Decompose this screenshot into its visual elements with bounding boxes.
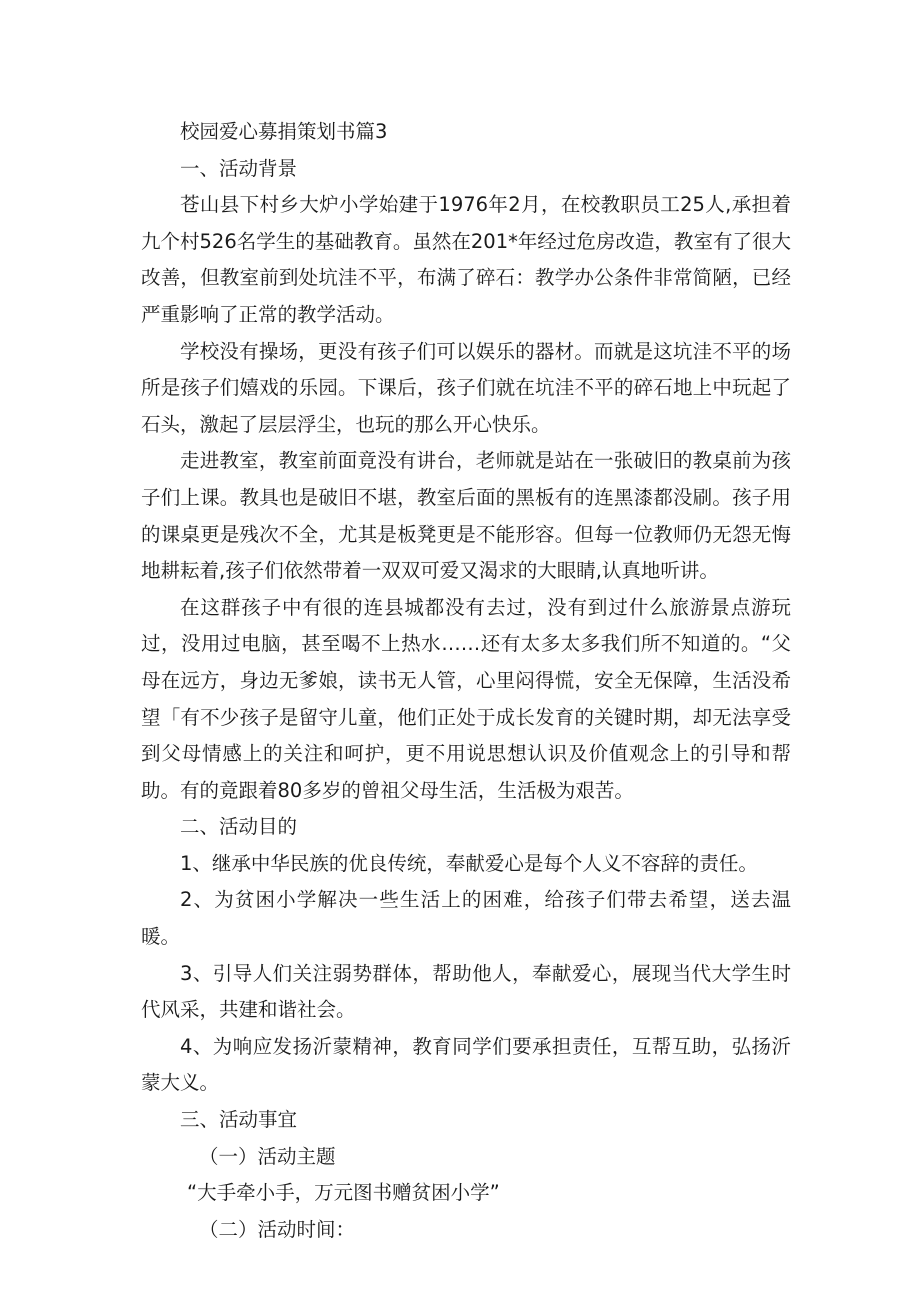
list-item: 2、为贫困小学解决一些生活上的困难，给孩子们带去希望，送去温暖。 xyxy=(141,888,791,949)
list-item: 4、为响应发扬沂蒙精神，教育同学们要承担责任，互帮互助，弘扬沂蒙大义。 xyxy=(141,1034,791,1095)
paragraph: 走进教室，教室前面竟没有讲台，老师就是站在一张破旧的教桌前为孩子们上课。教具也是破旧不堪，教室后面的黑板有的连黑漆都没刷。孩子用的课桌更是残次不全，尤其是板凳更是不能形容。但每一位教师仍无怨无悔地耕耘着,孩子们依然带着一双双可爱又渴求的大眼睛,认真地听讲。 xyxy=(141,449,791,583)
paragraph: 学校没有操场，更没有孩子们可以娱乐的器材。而就是这坑洼不平的场所是孩子们嬉戏的乐园。下课后，孩子们就在坑洼不平的碎石地上中玩起了石头，激起了层层浮尘，也玩的那么开心快乐。 xyxy=(141,339,791,436)
document-title: 校园爱心募捐策划书篇3 xyxy=(180,120,388,143)
subsection-heading-time: （二）活动时间： xyxy=(199,1217,356,1241)
subsection-heading-theme: （一）活动主题 xyxy=(199,1144,336,1168)
theme-text: “大手牵小手，万元图书赠贫困小学” xyxy=(187,1181,500,1205)
section-heading-matters: 三、活动事宜 xyxy=(180,1108,298,1132)
section-heading-background: 一、活动背景 xyxy=(180,156,298,180)
list-item: 1、继承中华民族的优良传统，奉献爱心是每个人义不容辞的责任。 xyxy=(180,851,758,875)
section-heading-purpose: 二、活动目的 xyxy=(180,815,298,839)
document-body xyxy=(141,114,791,1248)
list-item: 3、引导人们关注弱势群体，帮助他人，奉献爱心，展现当代大学生时代风采，共建和谐社会。 xyxy=(141,961,791,1022)
paragraph: 在这群孩子中有很的连县城都没有去过，没有到过什么旅游景点游玩过，没用过电脑，甚至喝不上热水……还有太多太多我们所不知道的。“父母在远方，身边无爹娘，读书无人管，心里闷得慌，安全无保障，生活没希望「有不少孩子是留守儿童，他们正处于成长发育的关键时期，却无法享受到父母情感上的关注和呵护，更不用说思想认识及价值观念上的引导和帮助。有的竟跟着80多岁的曾祖父母生活，生活极为艰苦。 xyxy=(141,595,791,802)
paragraph: 苍山县下村乡大炉小学始建于1976年2月，在校教职员工25人,承担着九个村526名学生的基础教育。虽然在201*年经过危房改造，教室有了很大改善，但教室前到处坑洼不平，布满了碎石：教学办公条件非常简陋，已经严重影响了正常的教学活动。 xyxy=(141,193,791,326)
